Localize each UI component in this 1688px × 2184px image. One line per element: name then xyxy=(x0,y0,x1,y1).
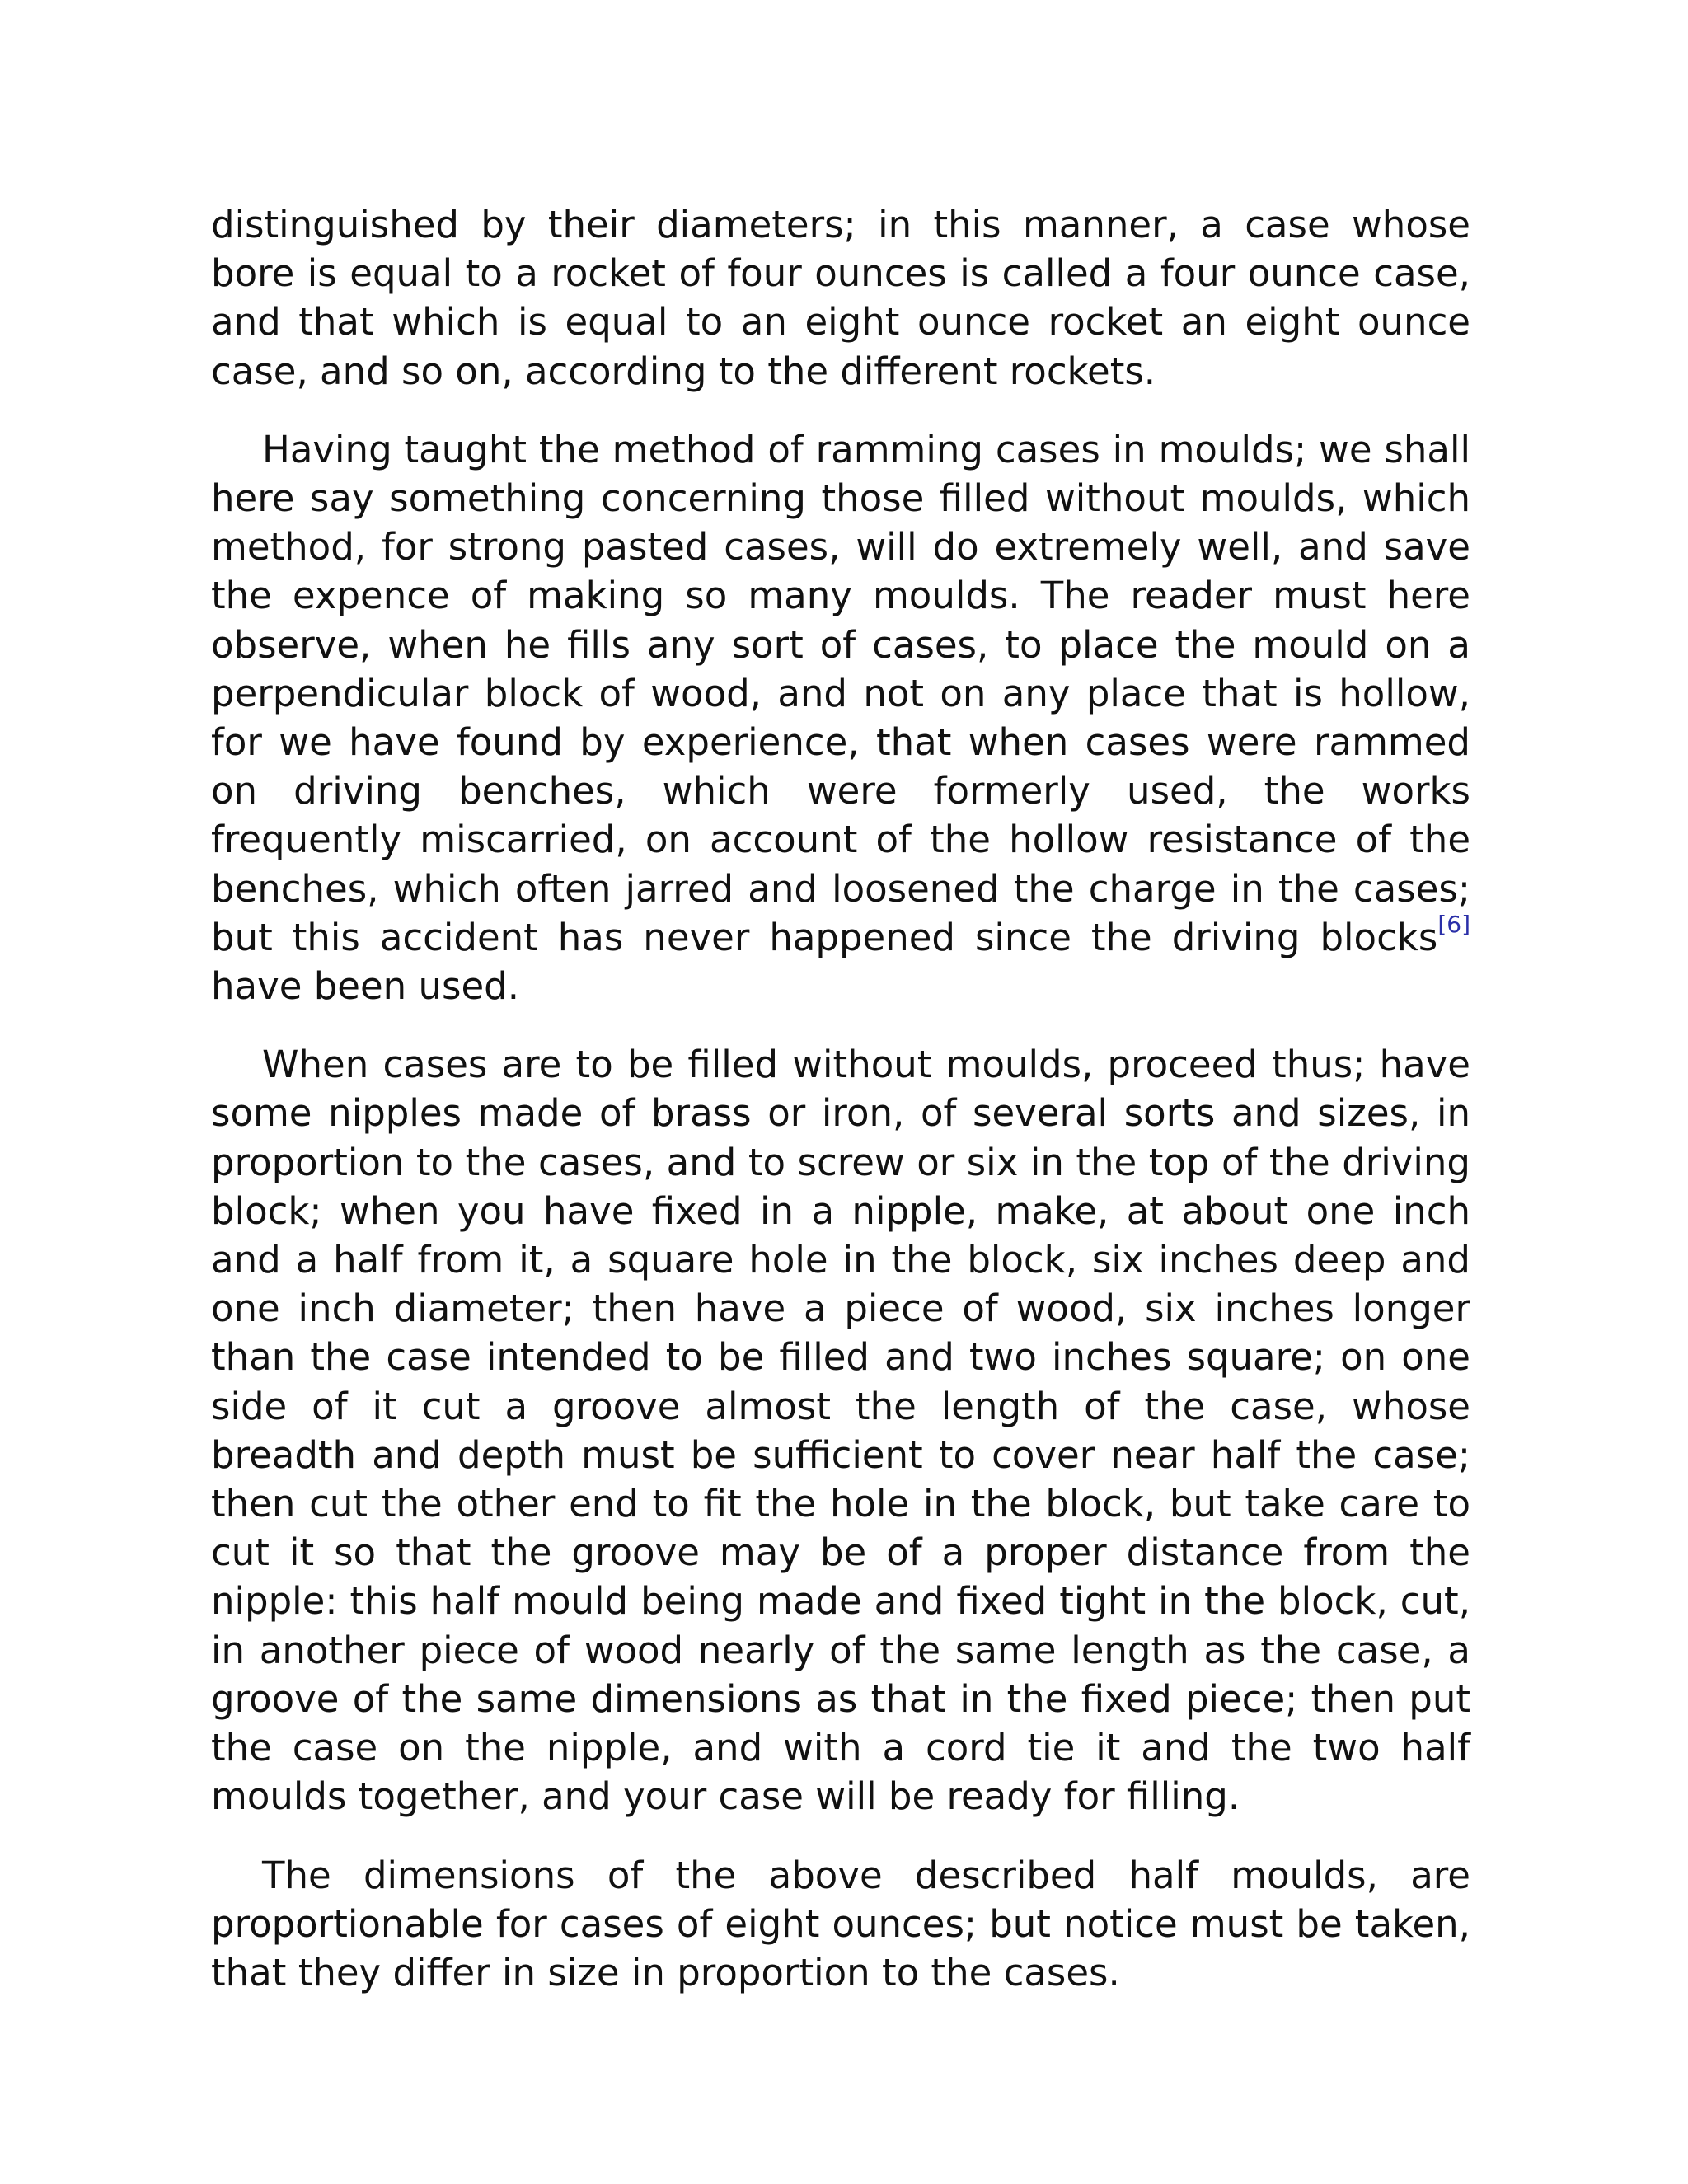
paragraph-2 xyxy=(211,425,1470,1010)
paragraph-1: distinguished by their diameters; in this manner, a case whose bore is equal to a rocket of four ounces is called a four ounce case, and that which is equal to an eight ounce rocket an eight ounce case, and so on, according to the different rockets. xyxy=(211,203,1470,393)
document-body xyxy=(211,200,1470,1997)
footnote-link-6[interactable]: [6] xyxy=(1437,910,1470,938)
paragraph-2-text: Having taught the method of ramming cases in moulds; we shall here say something concerning those filled without moulds, which method, for strong pasted cases, will do extremely well, and save the expence of making so many moulds. The reader must here observe, when he fills any sort of cases, to place the mould on a perpendicular block of wood, and not on any place that is hollow, for we have found by experience, that when cases were rammed on driving benches, which were formerly used, the works frequently miscarried, on account of the hollow resistance of the benches, which often jarred and loosened the charge in the cases; but this accident has never happened since the driving blocks xyxy=(211,427,1470,959)
paragraph-3: When cases are to be filled without moulds, proceed thus; have some nipples made of brass or iron, of several sorts and sizes, in proportion to the cases, and to screw or six in the top of the driving block; when you have fixed in a nipple, make, at about one inch and a half from it, a square hole in the block, six inches deep and one inch diameter; then have a piece of wood, six inches longer than the case intended to be filled and two inches square; on one side of it cut a groove almost the length of the case, whose breadth and depth must be sufficient to cover near half the case; then cut the other end to fit the hole in the block, but take care to cut it so that the groove may be of a proper distance from the nipple: this half mould being made and fixed tight in the block, cut, in another piece of wood nearly of the same length as the case, a groove of the same dimensions as that in the fixed piece; then put the case on the nipple, and with a cord tie it and the two half moulds together, and your case will be ready for filling. xyxy=(211,1043,1470,1819)
paragraph-2-text-end: have been used. xyxy=(211,964,519,1009)
paragraph-4: The dimensions of the above described half moulds, are proportionable for cases of eight ounces; but notice must be taken, that they differ in size in proportion to the cases. xyxy=(211,1853,1470,1994)
